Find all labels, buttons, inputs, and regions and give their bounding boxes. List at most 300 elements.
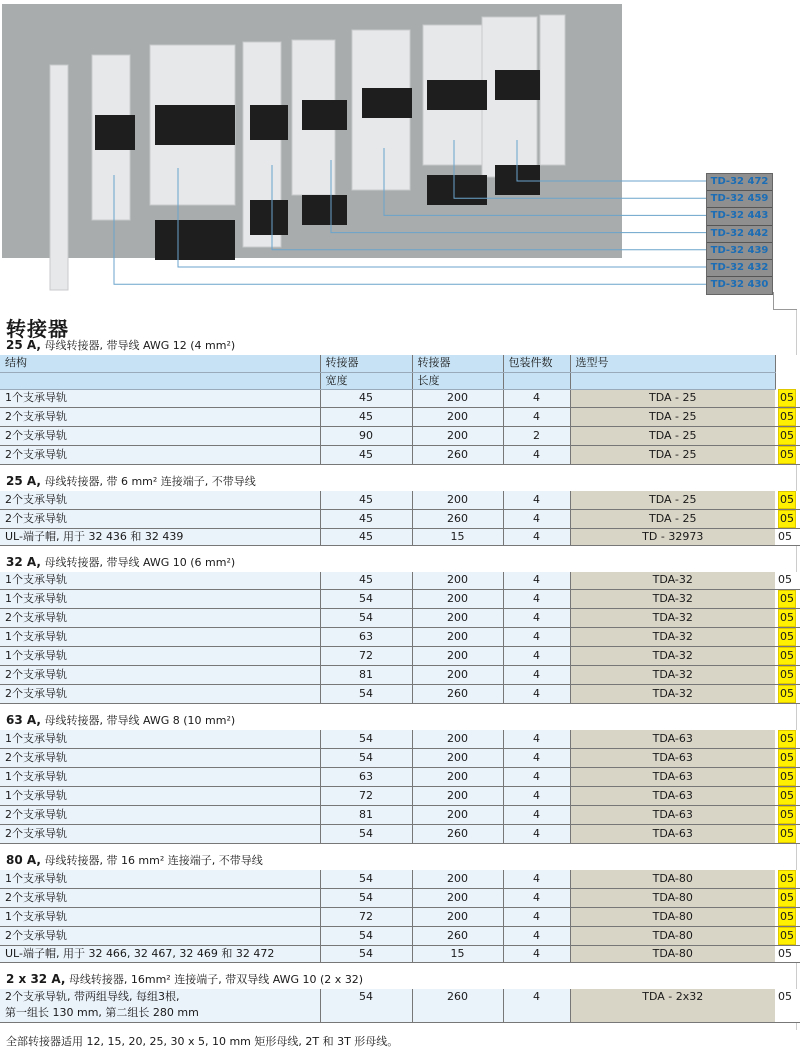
section-rating: 25 A, bbox=[6, 338, 41, 352]
product-table bbox=[0, 572, 800, 704]
cell-length: 260 bbox=[412, 510, 503, 529]
table-row bbox=[0, 907, 800, 926]
order-code: 05 bbox=[778, 573, 792, 587]
divider bbox=[773, 292, 797, 310]
cell-structure bbox=[0, 907, 320, 926]
section-heading bbox=[0, 555, 800, 569]
callout-label: TD-32 439 bbox=[707, 243, 772, 260]
table-row bbox=[0, 627, 800, 646]
section-description: 母线转接器, 带导线 AWG 8 (10 mm²) bbox=[44, 713, 236, 727]
order-code: 05 bbox=[778, 446, 796, 464]
cell-structure bbox=[0, 684, 320, 703]
section-description: 母线转接器, 带导线 AWG 12 (4 mm²) bbox=[44, 339, 236, 352]
cell-length: 260 bbox=[412, 989, 503, 1023]
cell-qty: 4 bbox=[503, 767, 570, 786]
cell-structure bbox=[0, 989, 320, 1023]
cell-model: TDA - 25 bbox=[570, 427, 775, 446]
product-tables bbox=[0, 338, 800, 1023]
cell-structure bbox=[0, 646, 320, 665]
cell-model: TDA - 25 bbox=[570, 389, 775, 408]
cell-structure bbox=[0, 491, 320, 510]
structure-text: 2个支承导轨, 带两组导线, 每组3根, bbox=[5, 989, 180, 1003]
structure-text: 2个支承导轨 bbox=[5, 493, 67, 506]
cell-width: 90 bbox=[320, 427, 412, 446]
cell-length: 200 bbox=[412, 572, 503, 589]
structure-text: 1个支承导轨 bbox=[5, 573, 67, 587]
clamp bbox=[427, 175, 487, 205]
cell-structure bbox=[0, 748, 320, 767]
cell-width: 45 bbox=[320, 572, 412, 589]
cell-code bbox=[775, 926, 800, 945]
order-code: 05 bbox=[778, 389, 796, 407]
cell-model: TDA - 25 bbox=[570, 510, 775, 529]
cell-width: 72 bbox=[320, 646, 412, 665]
cell-length: 200 bbox=[412, 491, 503, 510]
section bbox=[0, 853, 800, 963]
cell-structure bbox=[0, 529, 320, 546]
table-row bbox=[0, 572, 800, 589]
cell-length: 200 bbox=[412, 748, 503, 767]
callout-label: TD-32 459 bbox=[707, 191, 772, 208]
cell-structure bbox=[0, 627, 320, 646]
section-description: 母线转接器, 带 16 mm² 连接端子, 不带导线 bbox=[44, 853, 263, 867]
cell-width: 54 bbox=[320, 926, 412, 945]
cell-code bbox=[775, 589, 800, 608]
cell-width: 72 bbox=[320, 786, 412, 805]
section-heading bbox=[0, 972, 800, 986]
table-row bbox=[0, 888, 800, 907]
cell-model: TDA-32 bbox=[570, 627, 775, 646]
section-description: 母线转接器, 16mm² 连接端子, 带双导线 AWG 10 (2 x 32) bbox=[68, 972, 364, 986]
cell-code bbox=[775, 767, 800, 786]
header-length: 转接器 bbox=[412, 355, 503, 372]
cell-qty: 2 bbox=[503, 427, 570, 446]
cell-length: 200 bbox=[412, 907, 503, 926]
cell-length: 200 bbox=[412, 646, 503, 665]
clamp bbox=[362, 88, 412, 118]
cell-qty: 4 bbox=[503, 446, 570, 465]
table-row bbox=[0, 926, 800, 945]
cell-qty: 4 bbox=[503, 870, 570, 889]
product-photo bbox=[0, 0, 800, 300]
order-code: 05 bbox=[778, 730, 796, 748]
structure-text: 1个支承导轨 bbox=[5, 788, 67, 802]
cell-model: TDA-32 bbox=[570, 646, 775, 665]
cell-length: 260 bbox=[412, 684, 503, 703]
callout-label: TD-32 432 bbox=[707, 260, 772, 277]
order-code: 05 bbox=[778, 510, 796, 528]
cell-code bbox=[775, 824, 800, 843]
clamp bbox=[302, 100, 347, 130]
section bbox=[0, 555, 800, 704]
cell-qty: 4 bbox=[503, 608, 570, 627]
structure-text: 1个支承导轨 bbox=[5, 731, 67, 745]
order-code: 05 bbox=[778, 889, 796, 907]
cell-structure bbox=[0, 888, 320, 907]
cell-code bbox=[775, 646, 800, 665]
cell-length: 200 bbox=[412, 888, 503, 907]
structure-text: 1个支承导轨 bbox=[5, 648, 67, 662]
cell-qty: 4 bbox=[503, 665, 570, 684]
order-code: 05 bbox=[778, 768, 796, 786]
cell-model: TDA-80 bbox=[570, 888, 775, 907]
table-row bbox=[0, 684, 800, 703]
table-row bbox=[0, 408, 800, 427]
cell-length: 260 bbox=[412, 824, 503, 843]
cell-qty: 4 bbox=[503, 389, 570, 408]
product-table bbox=[0, 355, 800, 465]
cell-length: 200 bbox=[412, 665, 503, 684]
table-row bbox=[0, 824, 800, 843]
cell-width: 54 bbox=[320, 870, 412, 889]
cell-width: 54 bbox=[320, 824, 412, 843]
cell-model: TDA-32 bbox=[570, 572, 775, 589]
table-row bbox=[0, 389, 800, 408]
table-row bbox=[0, 608, 800, 627]
section-rating: 80 A, bbox=[6, 852, 41, 867]
cell-length: 260 bbox=[412, 446, 503, 465]
cell-model: TDA - 25 bbox=[570, 446, 775, 465]
cell-code bbox=[775, 427, 800, 446]
cell-length: 15 bbox=[412, 945, 503, 962]
table-row bbox=[0, 989, 800, 1023]
table-row bbox=[0, 786, 800, 805]
cell-code bbox=[775, 572, 800, 589]
order-code: 05 bbox=[778, 825, 796, 843]
section-rating: 63 A, bbox=[6, 712, 41, 727]
section-heading bbox=[0, 713, 800, 727]
order-code: 05 bbox=[778, 946, 792, 960]
header-blank bbox=[570, 372, 775, 389]
table-row bbox=[0, 665, 800, 684]
cell-structure bbox=[0, 408, 320, 427]
cell-width: 81 bbox=[320, 665, 412, 684]
header-length-unit: 长度 bbox=[412, 372, 503, 389]
cell-width: 54 bbox=[320, 748, 412, 767]
table-header-row bbox=[0, 372, 800, 389]
structure-text: 2个支承导轨 bbox=[5, 429, 67, 442]
cell-code bbox=[775, 446, 800, 465]
clamp bbox=[155, 220, 235, 260]
cell-qty: 4 bbox=[503, 589, 570, 608]
cell-code bbox=[775, 748, 800, 767]
cell-width: 72 bbox=[320, 907, 412, 926]
structure-text: 2个支承导轨 bbox=[5, 667, 67, 681]
section bbox=[0, 474, 800, 546]
cell-qty: 4 bbox=[503, 646, 570, 665]
cell-qty: 4 bbox=[503, 945, 570, 962]
cell-width: 45 bbox=[320, 529, 412, 546]
cell-model: TDA-63 bbox=[570, 730, 775, 749]
section bbox=[0, 972, 800, 1024]
callout-label: TD-32 472 bbox=[707, 174, 772, 191]
clamp bbox=[495, 70, 540, 100]
order-code: 05 bbox=[778, 989, 792, 1003]
order-code: 05 bbox=[778, 427, 796, 445]
structure-text-2: 第一组长 130 mm, 第二组长 280 mm bbox=[5, 1005, 199, 1019]
structure-text: 1个支承导轨 bbox=[5, 871, 67, 885]
structure-text: 1个支承导轨 bbox=[5, 909, 67, 923]
structure-text: UL-端子帽, 用于 32 466, 32 467, 32 469 和 32 472 bbox=[5, 946, 275, 960]
section bbox=[0, 338, 800, 465]
cell-width: 63 bbox=[320, 627, 412, 646]
cell-model: TDA-80 bbox=[570, 945, 775, 962]
table-row bbox=[0, 446, 800, 465]
cell-length: 200 bbox=[412, 730, 503, 749]
structure-text: 2个支承导轨 bbox=[5, 512, 67, 525]
cell-structure bbox=[0, 572, 320, 589]
cell-structure bbox=[0, 608, 320, 627]
order-code: 05 bbox=[778, 530, 792, 543]
header-qty: 包装件数 bbox=[503, 355, 570, 372]
order-code: 05 bbox=[778, 787, 796, 805]
order-code: 05 bbox=[778, 749, 796, 767]
order-code: 05 bbox=[778, 590, 796, 608]
cell-width: 54 bbox=[320, 589, 412, 608]
callout-labels bbox=[706, 173, 773, 295]
cell-code bbox=[775, 529, 800, 546]
product-table bbox=[0, 989, 800, 1024]
page-title: 转接器 bbox=[6, 317, 69, 341]
cell-width: 54 bbox=[320, 888, 412, 907]
cell-code bbox=[775, 945, 800, 962]
cell-model: TDA-80 bbox=[570, 926, 775, 945]
product-table bbox=[0, 491, 800, 546]
structure-text: 1个支承导轨 bbox=[5, 391, 67, 405]
structure-text: 2个支承导轨 bbox=[5, 610, 67, 624]
callout-label: TD-32 430 bbox=[710, 279, 769, 291]
order-code: 05 bbox=[778, 927, 796, 945]
cell-model: TDA-32 bbox=[570, 684, 775, 703]
cell-width: 45 bbox=[320, 408, 412, 427]
cell-structure bbox=[0, 767, 320, 786]
structure-text: 1个支承导轨 bbox=[5, 769, 67, 783]
cell-model: TDA - 25 bbox=[570, 491, 775, 510]
cell-code bbox=[775, 989, 800, 1023]
table-row bbox=[0, 589, 800, 608]
cell-model: TDA-63 bbox=[570, 805, 775, 824]
table-row bbox=[0, 945, 800, 962]
cell-width: 45 bbox=[320, 510, 412, 529]
clamp bbox=[427, 80, 487, 110]
table-row bbox=[0, 748, 800, 767]
cell-length: 200 bbox=[412, 786, 503, 805]
cell-code bbox=[775, 786, 800, 805]
structure-text: 2个支承导轨 bbox=[5, 928, 67, 942]
order-code: 05 bbox=[778, 491, 796, 509]
cell-qty: 4 bbox=[503, 510, 570, 529]
clamp bbox=[250, 105, 288, 140]
table-row bbox=[0, 870, 800, 889]
cell-model: TDA-32 bbox=[570, 608, 775, 627]
cell-model: TDA - 2x32 bbox=[570, 989, 775, 1023]
cell-qty: 4 bbox=[503, 748, 570, 767]
table-row bbox=[0, 730, 800, 749]
cell-code bbox=[775, 510, 800, 529]
order-code: 05 bbox=[778, 908, 796, 926]
cell-model: TDA-80 bbox=[570, 870, 775, 889]
cell-code bbox=[775, 907, 800, 926]
header-blank bbox=[0, 372, 320, 389]
cell-qty: 4 bbox=[503, 529, 570, 546]
adapter-module bbox=[540, 15, 565, 165]
order-code: 05 bbox=[778, 806, 796, 824]
cell-code bbox=[775, 888, 800, 907]
cell-qty: 4 bbox=[503, 572, 570, 589]
cell-qty: 4 bbox=[503, 989, 570, 1023]
header-blank bbox=[775, 355, 800, 372]
cell-qty: 4 bbox=[503, 730, 570, 749]
cell-code bbox=[775, 870, 800, 889]
header-width: 转接器 bbox=[320, 355, 412, 372]
table-row bbox=[0, 510, 800, 529]
clamp bbox=[95, 115, 135, 150]
cell-length: 200 bbox=[412, 767, 503, 786]
cell-structure bbox=[0, 446, 320, 465]
cell-length: 200 bbox=[412, 627, 503, 646]
table-row bbox=[0, 646, 800, 665]
cell-model: TD - 32973 bbox=[570, 529, 775, 546]
cell-structure bbox=[0, 945, 320, 962]
cell-structure bbox=[0, 389, 320, 408]
cell-code bbox=[775, 627, 800, 646]
table-row bbox=[0, 491, 800, 510]
header-width-unit: 宽度 bbox=[320, 372, 412, 389]
cell-code bbox=[775, 491, 800, 510]
section-heading bbox=[0, 338, 800, 352]
cell-length: 15 bbox=[412, 529, 503, 546]
cell-code bbox=[775, 805, 800, 824]
cell-structure bbox=[0, 824, 320, 843]
header-blank bbox=[775, 372, 800, 389]
table-header-row bbox=[0, 355, 800, 372]
cell-width: 54 bbox=[320, 608, 412, 627]
cell-structure bbox=[0, 730, 320, 749]
table-row bbox=[0, 767, 800, 786]
section-rating: 25 A, bbox=[6, 474, 41, 488]
cell-qty: 4 bbox=[503, 926, 570, 945]
callout-label: TD-32 442 bbox=[707, 226, 772, 243]
product-table bbox=[0, 730, 800, 844]
order-code: 05 bbox=[778, 408, 796, 426]
order-code: 05 bbox=[778, 870, 796, 888]
section-description: 母线转接器, 带导线 AWG 10 (6 mm²) bbox=[44, 556, 236, 569]
structure-text: 1个支承导轨 bbox=[5, 629, 67, 643]
cell-length: 260 bbox=[412, 926, 503, 945]
cell-code bbox=[775, 389, 800, 408]
structure-text: 2个支承导轨 bbox=[5, 807, 67, 821]
cell-length: 200 bbox=[412, 805, 503, 824]
order-code: 05 bbox=[778, 666, 796, 684]
cell-code bbox=[775, 665, 800, 684]
structure-text: 2个支承导轨 bbox=[5, 448, 67, 461]
cell-model: TDA-63 bbox=[570, 767, 775, 786]
structure-text: 2个支承导轨 bbox=[5, 890, 67, 904]
cell-qty: 4 bbox=[503, 824, 570, 843]
cell-structure bbox=[0, 665, 320, 684]
header-blank bbox=[503, 372, 570, 389]
cell-width: 45 bbox=[320, 446, 412, 465]
clamp bbox=[155, 105, 235, 145]
section-heading bbox=[0, 853, 800, 867]
callout-label: TD-32 443 bbox=[707, 208, 772, 225]
cell-qty: 4 bbox=[503, 786, 570, 805]
structure-text: UL-端子帽, 用于 32 436 和 32 439 bbox=[5, 530, 184, 543]
cell-qty: 4 bbox=[503, 408, 570, 427]
section-description: 母线转接器, 带 6 mm² 连接端子, 不带导线 bbox=[44, 475, 256, 488]
structure-text: 2个支承导轨 bbox=[5, 410, 67, 423]
cell-width: 81 bbox=[320, 805, 412, 824]
cell-width: 45 bbox=[320, 389, 412, 408]
table-row bbox=[0, 805, 800, 824]
cell-width: 54 bbox=[320, 684, 412, 703]
order-code: 05 bbox=[778, 609, 796, 627]
cell-model: TDA-32 bbox=[570, 665, 775, 684]
cell-code bbox=[775, 608, 800, 627]
structure-text: 2个支承导轨 bbox=[5, 826, 67, 840]
cell-model: TDA-32 bbox=[570, 589, 775, 608]
cell-code bbox=[775, 408, 800, 427]
cell-structure bbox=[0, 870, 320, 889]
cell-structure bbox=[0, 510, 320, 529]
cell-width: 45 bbox=[320, 491, 412, 510]
clamp bbox=[250, 200, 288, 235]
cell-length: 200 bbox=[412, 408, 503, 427]
cell-qty: 4 bbox=[503, 907, 570, 926]
cell-length: 200 bbox=[412, 608, 503, 627]
cell-width: 63 bbox=[320, 767, 412, 786]
order-code: 05 bbox=[778, 647, 796, 665]
section-rating: 32 A, bbox=[6, 555, 41, 569]
section-rating: 2 x 32 A, bbox=[6, 971, 66, 986]
cell-model: TDA-80 bbox=[570, 907, 775, 926]
structure-text: 2个支承导轨 bbox=[5, 686, 67, 700]
clamp bbox=[302, 195, 347, 225]
structure-text: 1个支承导轨 bbox=[5, 591, 67, 605]
product-table bbox=[0, 870, 800, 963]
order-code: 05 bbox=[778, 685, 796, 703]
cell-qty: 4 bbox=[503, 491, 570, 510]
cell-model: TDA - 25 bbox=[570, 408, 775, 427]
cell-length: 200 bbox=[412, 870, 503, 889]
cell-qty: 4 bbox=[503, 684, 570, 703]
cell-qty: 4 bbox=[503, 805, 570, 824]
header-model: 选型号 bbox=[570, 355, 775, 372]
cell-structure bbox=[0, 805, 320, 824]
cell-model: TDA-63 bbox=[570, 824, 775, 843]
cell-width: 54 bbox=[320, 945, 412, 962]
cell-model: TDA-63 bbox=[570, 786, 775, 805]
cell-qty: 4 bbox=[503, 888, 570, 907]
table-row bbox=[0, 529, 800, 546]
section bbox=[0, 713, 800, 844]
cell-length: 200 bbox=[412, 389, 503, 408]
table-row bbox=[0, 427, 800, 446]
footnote: 全部转接器适用 12, 15, 20, 25, 30 x 5, 10 mm 矩形母线, 2T 和 3T 形母线。 bbox=[6, 1035, 399, 1048]
cell-structure bbox=[0, 926, 320, 945]
section-heading bbox=[0, 474, 800, 488]
structure-text: 2个支承导轨 bbox=[5, 750, 67, 764]
adapter-module bbox=[50, 65, 68, 290]
cell-structure bbox=[0, 427, 320, 446]
cell-length: 200 bbox=[412, 427, 503, 446]
order-code: 05 bbox=[778, 628, 796, 646]
cell-structure bbox=[0, 786, 320, 805]
cell-qty: 4 bbox=[503, 627, 570, 646]
cell-width: 54 bbox=[320, 730, 412, 749]
header-structure: 结构 bbox=[0, 355, 320, 372]
cell-code bbox=[775, 730, 800, 749]
